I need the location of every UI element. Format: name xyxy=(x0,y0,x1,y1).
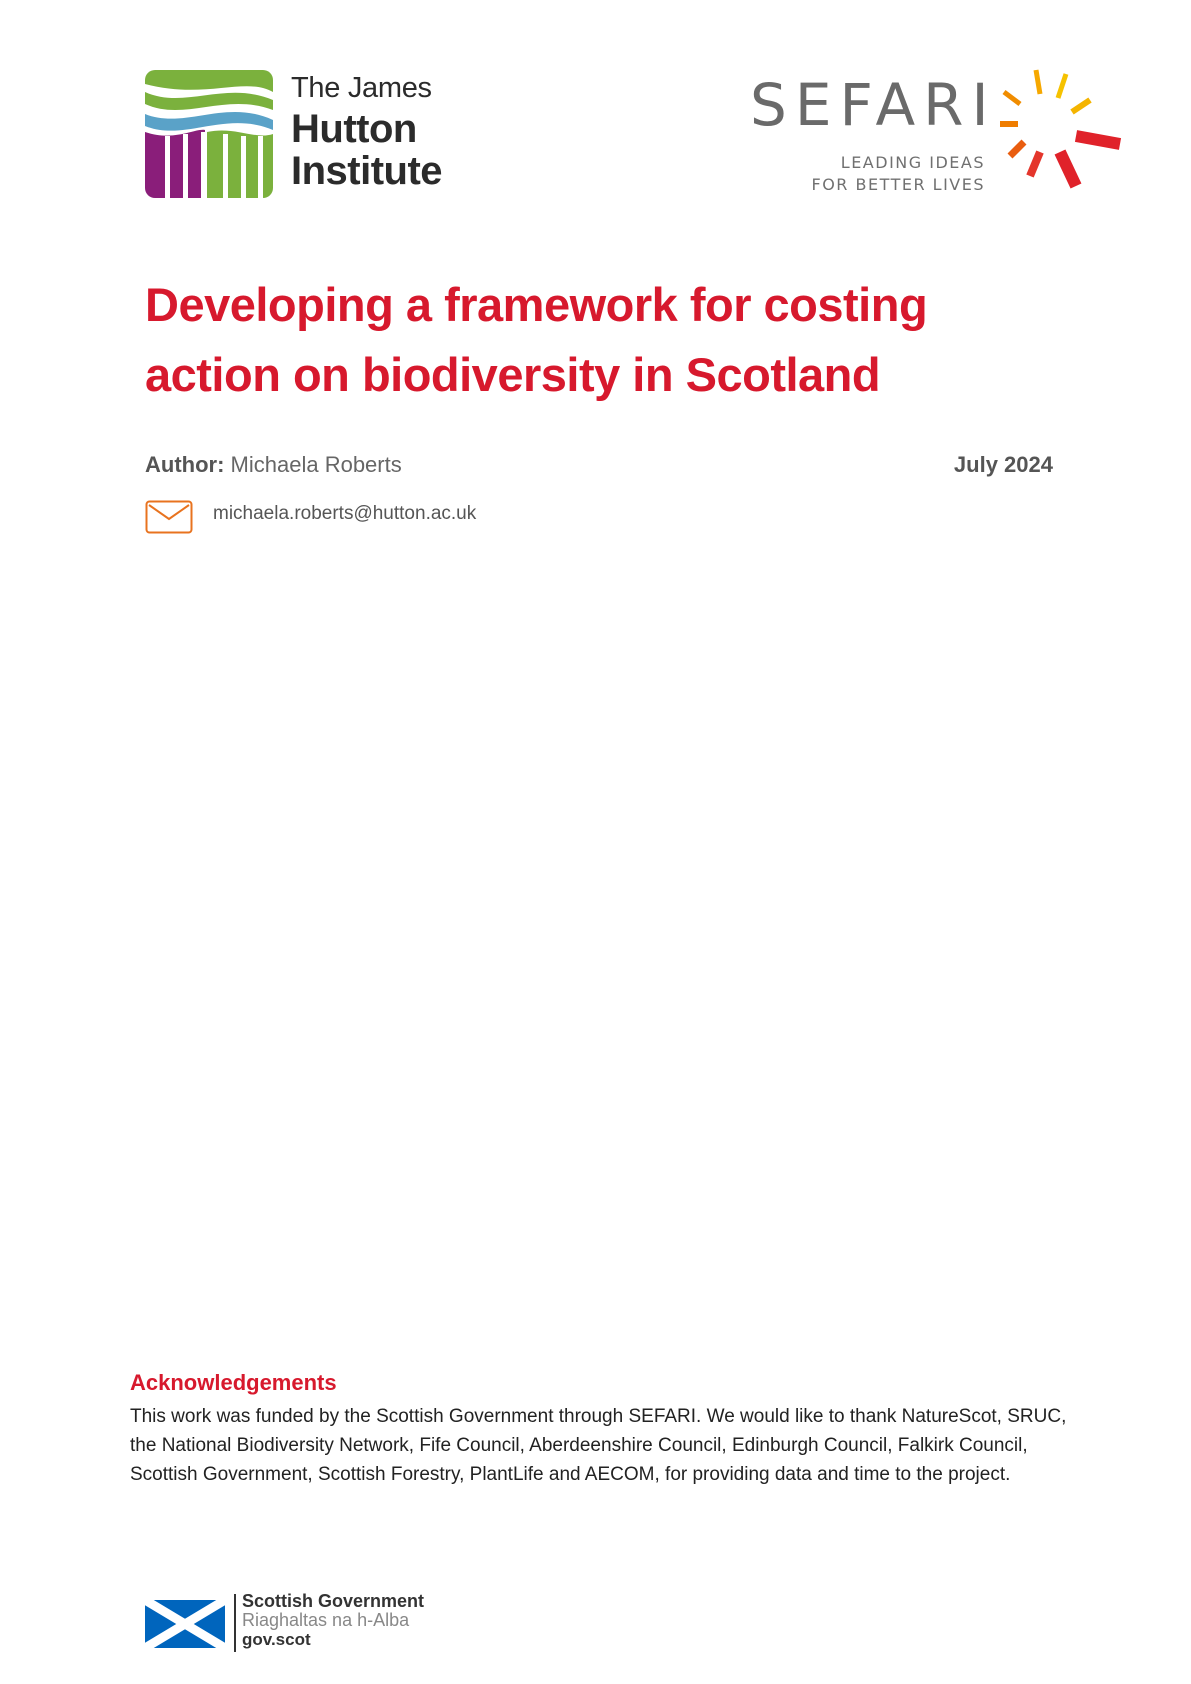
sefari-tagline-line1: LEADING IDEAS xyxy=(840,153,985,172)
author-email-link[interactable]: michaela.roberts@hutton.ac.uk xyxy=(213,503,477,524)
hutton-line1: The James xyxy=(291,72,432,104)
hutton-line3: Institute xyxy=(291,149,443,193)
sefari-tagline xyxy=(811,152,985,196)
sefari-tagline-line2: FOR BETTER LIVES xyxy=(811,175,985,194)
sg-line2: Riaghaltas na h-Alba xyxy=(242,1610,410,1630)
acknowledgements-heading: Acknowledgements xyxy=(130,1370,337,1395)
author-label: Author: xyxy=(145,452,225,477)
title-line1: Developing a framework for costing xyxy=(145,278,928,331)
author-name: Michaela Roberts xyxy=(230,452,402,477)
sefari-wordmark: SEFARI xyxy=(750,71,997,139)
james-hutton-mark-icon xyxy=(145,70,273,198)
sg-line3: gov.scot xyxy=(242,1630,311,1649)
james-hutton-logo xyxy=(145,70,443,200)
sg-wordmark xyxy=(242,1592,424,1649)
report-title xyxy=(145,270,1045,410)
envelope-icon xyxy=(145,500,193,534)
report-date: July 2024 xyxy=(953,452,1053,477)
title-line2: action on biodiversity in Scotland xyxy=(145,348,881,401)
sg-line1: Scottish Government xyxy=(242,1591,425,1611)
scottish-government-logo xyxy=(145,1592,445,1652)
sefari-logo xyxy=(750,64,1130,199)
sefari-sunburst-icon xyxy=(1000,64,1130,199)
hutton-line2: Hutton xyxy=(291,107,417,151)
sg-divider xyxy=(234,1594,236,1652)
acknowledgements-body: This work was funded by the Scottish Government through SEFARI. We would like to thank NatureScot, SRUC, the National Biodiversity Network, Fife Council, Aberdeenshire Council, Edinburgh Council, Falkirk Council, Scottish Government, Scottish Forestry, PlantLife and AECOM, for providing data and time to the project. xyxy=(130,1406,1067,1485)
saltire-flag-icon xyxy=(145,1600,225,1648)
author-line xyxy=(145,452,402,478)
james-hutton-wordmark xyxy=(291,74,442,191)
